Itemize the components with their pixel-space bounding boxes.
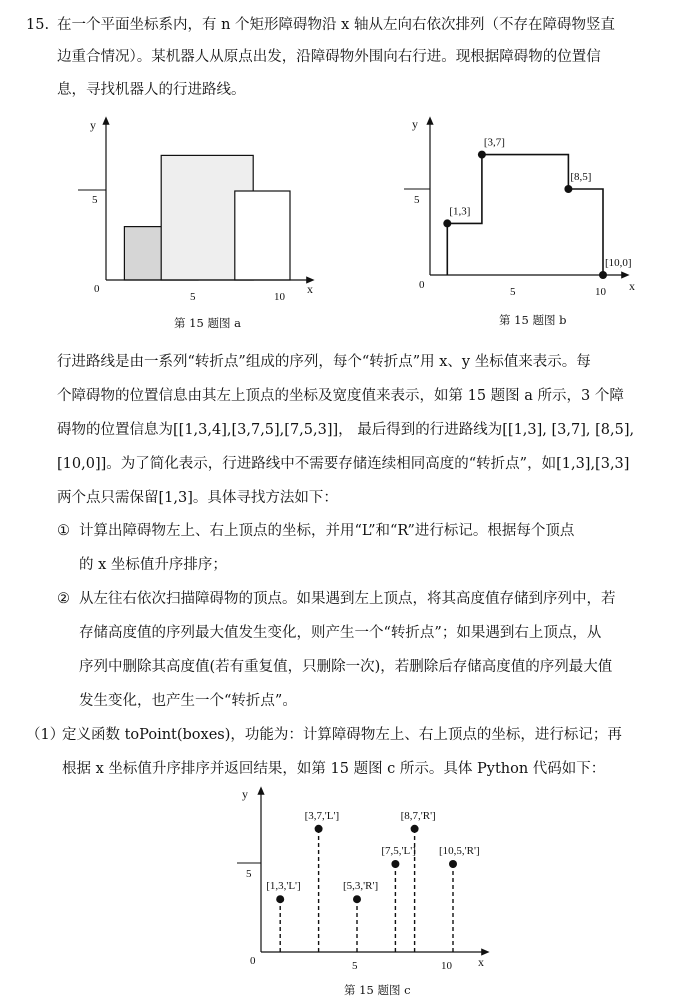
y-tick-label: 5 [246, 868, 252, 880]
origin-label: 0 [250, 955, 256, 967]
origin-label: 0 [94, 283, 100, 295]
step-1-line-2: 的 x 坐标值升序排序； [79, 557, 227, 573]
caption-b: 第 15 题图 b [499, 313, 567, 327]
x-tick-label-10: 10 [595, 286, 606, 298]
vertex-dot [391, 860, 399, 868]
turning-point-label: [8,5] [570, 171, 592, 183]
vertex-dot [276, 895, 284, 903]
x-tick-label-5: 5 [352, 960, 358, 972]
body-line-3: 碍物的位置信息为[[1,3,4],[3,7,5],[7,5,3]]， 最后得到的行进路线为[[1,3], [3,7], [8,5], [57, 422, 635, 438]
vertex-dot [353, 895, 361, 903]
body-line-5: 两个点只需保留[1,3]。具体寻找方法如下： [57, 490, 338, 506]
step-2-line-2: 存储高度值的序列最大值发生变化，则产生一个“转折点”；如果遇到右上顶点，从 [79, 625, 602, 641]
turning-point-dot [478, 151, 486, 159]
vertex-dot [411, 825, 419, 833]
intro-line-3: 息，寻找机器人的行进路线。 [57, 82, 246, 98]
sub1-line-2: 根据 x 坐标值升序排序并返回结果，如第 15 题图 c 所示。具体 Python 代码如下： [62, 761, 606, 777]
x-axis-label: x [478, 955, 484, 969]
caption-c: 第 15 题图 c [344, 983, 411, 997]
x-tick-label-10: 10 [274, 291, 285, 303]
origin-label: 0 [419, 279, 425, 291]
body-line-4: [10,0]]。为了简化表示，行进路线中不需要存储连续相同高度的“转折点”，如[1,3],[3,3] [57, 456, 630, 472]
vertex-label: [3,7,'L'] [304, 809, 340, 822]
x-tick-label-10: 10 [441, 960, 452, 972]
x-axis-label: x [307, 282, 313, 296]
step-1-marker: ① [57, 523, 70, 539]
y-axis-label: y [412, 117, 418, 131]
vertex-dot [315, 825, 323, 833]
body-line-2: 个障碍物的位置信息由其左上顶点的坐标及宽度值来表示，如第 15 题图 a 所示，3 个障 [57, 388, 624, 404]
x-axis-label: x [629, 279, 635, 293]
vertex-points [266, 810, 479, 952]
step-2-line-3: 序列中删除其高度值(若有重复值，只删除一次)，若删除后存储高度值的序列最大值 [79, 659, 613, 675]
vertex-label: [10,5,'R'] [439, 845, 480, 857]
vertex-label: [8,7,'R'] [400, 809, 436, 822]
step-2-line-1: 从左往右依次扫描障碍物的顶点。如果遇到左上顶点，将其高度值存储到序列中，若 [79, 591, 616, 607]
intro-line-1: 在一个平面坐标系内，有 n 个矩形障碍物沿 x 轴从左向右依次排列（不存在障碍物竖直 [57, 17, 615, 33]
sub1-line-1: 定义函数 toPoint(boxes)，功能为：计算障碍物左上、右上顶点的坐标，进行标记；再 [62, 727, 622, 743]
turning-point-dot [599, 271, 607, 279]
vertex-label: [7,5,'L'] [381, 845, 416, 857]
obstacle-rect-3 [235, 191, 290, 280]
question-number: 15. [26, 17, 50, 33]
y-axis-label: y [242, 787, 248, 801]
obstacle-boxes [124, 155, 290, 280]
step-1-line-1: 计算出障碍物左上、右上顶点的坐标，并用“L”和“R”进行标记。根据每个顶点 [79, 523, 575, 539]
step-2-line-4: 发生变化，也产生一个“转折点”。 [79, 693, 297, 709]
vertex-dot [449, 860, 457, 868]
figure-c [228, 784, 508, 979]
turning-point-label: [10,0] [605, 257, 632, 269]
y-tick-label: 5 [92, 194, 98, 206]
turning-point-dot [443, 219, 451, 227]
step-2-marker: ② [57, 591, 70, 607]
y-tick-label: 5 [414, 194, 420, 206]
figure-b [396, 110, 646, 310]
x-tick-label-5: 5 [510, 286, 516, 298]
turning-point-dot [564, 185, 572, 193]
figure-a [66, 110, 326, 310]
body-line-1: 行进路线是由一系列“转折点”组成的序列，每个“转折点”用 x、y 坐标值来表示。每 [57, 354, 591, 370]
y-axis-label: y [90, 118, 96, 132]
turning-point-label: [1,3] [449, 205, 471, 218]
intro-line-2: 边重合情况）。某机器人从原点出发，沿障碍物外围向右行进。现根据障碍物的位置信 [57, 49, 601, 65]
vertex-label: [5,3,'R'] [343, 880, 379, 893]
sub1-marker: （1） [26, 727, 65, 743]
vertex-label: [1,3,'L'] [266, 880, 301, 893]
x-tick-label-5: 5 [190, 291, 196, 303]
turning-point-label: [3,7] [483, 136, 505, 149]
caption-a: 第 15 题图 a [174, 316, 241, 330]
